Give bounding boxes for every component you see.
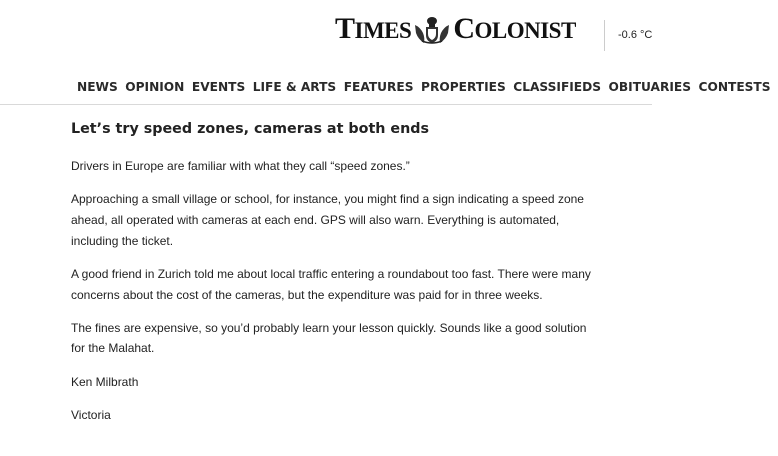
masthead: [0, 0, 652, 68]
nav-item-classifieds[interactable]: CLASSIFIEDS: [513, 80, 602, 94]
letter-location: Victoria: [71, 407, 111, 422]
nav-item-events[interactable]: EVENTS: [191, 80, 246, 94]
article-paragraph: Approaching a small village or school, for instance, you might find a sign indicating a speed zone ahead, all operated with cameras at each end. GPS will also warn. Everything is automated, including the ticket.: [71, 192, 584, 248]
weather-temperature[interactable]: -0.6 °C: [618, 29, 653, 41]
times-colonist-logo[interactable]: [335, 12, 576, 45]
nav-item-news[interactable]: NEWS: [77, 80, 118, 94]
article-headline: Let’s try speed zones, cameras at both ends: [71, 121, 430, 137]
nav-item-obituaries[interactable]: OBITUARIES: [608, 80, 692, 94]
header-divider: [604, 20, 605, 51]
article-paragraph: A good friend in Zurich told me about local traffic entering a roundabout too fast. There were many concerns about the cost of the cameras, but the expenditure was paid for in three weeks.: [71, 266, 591, 302]
coat-of-arms-icon: [413, 15, 451, 45]
main-nav: [0, 68, 771, 105]
logo-wordmark-times: TIMES: [335, 12, 412, 45]
nav-item-life-arts[interactable]: LIFE & ARTS: [252, 80, 337, 94]
article-body: [71, 156, 591, 438]
main-nav-list: [77, 80, 778, 94]
article: [71, 121, 591, 422]
nav-item-features[interactable]: FEATURES: [343, 80, 414, 94]
article-paragraph: Drivers in Europe are familiar with what they call “speed zones.”: [71, 159, 410, 173]
letter-author: Ken Milbrath: [71, 374, 139, 389]
nav-item-properties[interactable]: PROPERTIES: [421, 80, 506, 94]
logo-wordmark-colonist: COLONIST: [453, 12, 576, 45]
article-paragraph: The fines are expensive, so you’d probably learn your lesson quickly. Sounds like a good solution for the Malahat.: [71, 320, 587, 356]
nav-item-opinion[interactable]: OPINION: [125, 80, 185, 94]
nav-item-contests[interactable]: CONTESTS: [698, 80, 771, 94]
